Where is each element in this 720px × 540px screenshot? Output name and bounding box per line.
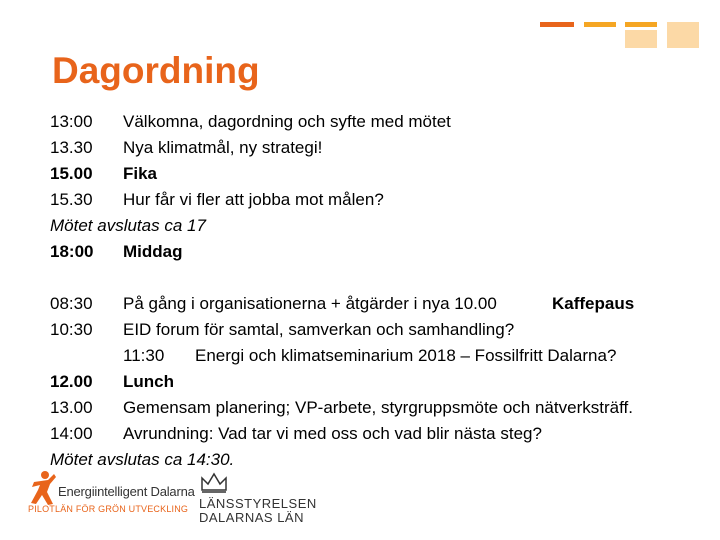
agenda-list [50,109,710,473]
logo-name: Energiintelligent Dalarna [58,484,195,499]
agenda-note [50,213,710,239]
agenda-item [50,135,710,161]
agenda-item [50,109,710,135]
agenda-text: Middag [123,242,183,261]
agenda-text: På gång i organisationerna + åtgärder i nya 10.00 [123,294,497,313]
agenda-text: Avrundning: Vad tar vi med oss och vad blir nästa steg? [123,424,542,443]
agenda-item [50,161,710,187]
agenda-time: 13:00 [50,112,93,131]
agenda-subitem [123,343,616,369]
agenda-text: EID forum för samtal, samverkan och samhandling? [123,320,515,339]
logo-line1: LÄNSSTYRELSEN [199,496,317,511]
agenda-text: Gemensam planering; VP-arbete, styrgruppsmöte och nätverksträff. [123,398,633,417]
agenda-item [50,395,710,421]
agenda-extra: Kaffepaus [552,294,635,313]
agenda-item [50,343,710,369]
agenda-text: Mötet avslutas ca 14:30. [50,450,235,469]
page-title: Dagordning [52,50,260,91]
agenda-item [50,421,710,447]
agenda-time: 15.00 [50,164,93,183]
figure-icon [28,470,58,506]
decor-square [625,30,657,48]
decor-bar [540,22,574,27]
agenda-text: Fika [123,164,158,183]
decor-bar [625,22,657,27]
agenda-time: 18:00 [50,242,94,261]
agenda-time: 12.00 [50,372,93,391]
agenda-text: Energi och klimatseminarium 2018 – Fossilfritt Dalarna? [195,346,617,365]
agenda-text: Lunch [123,372,174,391]
agenda-text: Nya klimatmål, ny strategi! [123,138,323,157]
spacer [50,265,710,291]
agenda-item [50,239,710,265]
agenda-time: 14:00 [50,424,93,443]
agenda-item [50,317,710,343]
agenda-item [50,187,710,213]
agenda-item [50,369,710,395]
agenda-text: Hur får vi fler att jobba mot målen? [123,190,384,209]
decor-bar [584,22,616,27]
logo-line2: DALARNAS LÄN [199,510,304,525]
agenda-time: 15.30 [50,190,93,209]
agenda-text: Välkomna, dagordning och syfte med mötet [123,112,451,131]
crown-icon [199,470,229,494]
agenda-time: 08:30 [50,294,93,313]
agenda-time: 10:30 [50,320,93,339]
agenda-time: 13.30 [50,138,93,157]
agenda-note [50,447,710,473]
logo-tagline: PILOTLÄN FÖR GRÖN UTVECKLING [28,504,189,514]
decor-square [667,22,699,48]
agenda-text: Mötet avslutas ca 17 [50,216,206,235]
agenda-item [50,291,710,317]
agenda-time: 13.00 [50,398,93,417]
agenda-time: 11:30 [123,346,165,365]
